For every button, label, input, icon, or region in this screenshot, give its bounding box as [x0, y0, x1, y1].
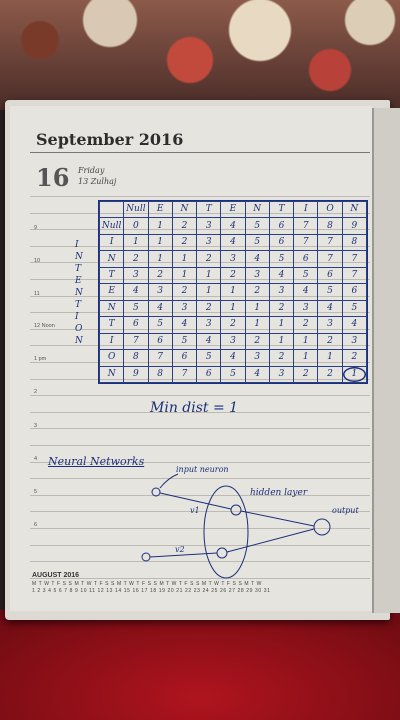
- distance-cell: 5: [172, 333, 196, 349]
- distance-cell: 3: [245, 350, 269, 366]
- row-label-cell: N: [100, 300, 124, 316]
- side-letter: N: [75, 336, 83, 346]
- distance-cell: 6: [318, 267, 342, 283]
- distance-cell: 5: [124, 300, 148, 316]
- edge-h2-out: [227, 529, 314, 552]
- distance-cell: 8: [342, 234, 366, 250]
- distance-cell: 4: [148, 300, 172, 316]
- weekday: Friday: [78, 166, 105, 175]
- row-label-cell: T: [100, 267, 124, 283]
- distance-cell: 1: [269, 317, 293, 333]
- distance-cell: 1: [318, 350, 342, 366]
- hidden-layer-ellipse: [204, 486, 248, 578]
- distance-cell: 1: [269, 333, 293, 349]
- distance-cell: 7: [342, 251, 366, 267]
- distance-cell: 2: [221, 267, 245, 283]
- hour-label: 9: [34, 225, 38, 231]
- row-label-cell: I: [100, 234, 124, 250]
- distance-cell: 2: [245, 284, 269, 300]
- distance-cell: 5: [221, 366, 245, 382]
- distance-cell: 6: [269, 234, 293, 250]
- distance-cell: 1: [148, 218, 172, 234]
- distance-cell: 1: [221, 300, 245, 316]
- distance-cell: 1: [294, 350, 318, 366]
- distance-cell: 4: [124, 284, 148, 300]
- distance-cell: 4: [221, 234, 245, 250]
- input-neuron-2: [142, 553, 150, 561]
- distance-cell: 1: [197, 267, 221, 283]
- distance-cell: 7: [148, 350, 172, 366]
- distance-cell: 5: [245, 218, 269, 234]
- distance-cell: 5: [342, 300, 366, 316]
- distance-cell: 5: [269, 251, 293, 267]
- distance-cell: 6: [269, 218, 293, 234]
- distance-cell: 1: [294, 333, 318, 349]
- distance-cell: 2: [172, 234, 196, 250]
- weight-v2: v2: [175, 545, 185, 554]
- distance-cell: 5: [318, 284, 342, 300]
- distance-cell: 6: [294, 251, 318, 267]
- distance-cell: 3: [318, 317, 342, 333]
- side-letter: E: [75, 276, 82, 286]
- hijri-date: 13 Zulhaj: [78, 177, 117, 186]
- input-neuron-label: input neuron: [176, 465, 229, 474]
- calendar-days: 1 2 3 4 5 6 7 8 9 10 11 12 13 14 15 16 17 18 19 20 21 22 23 24 25 26 27 28 29 30 31: [32, 588, 271, 594]
- side-letter: I: [75, 312, 79, 322]
- distance-cell: 1: [172, 267, 196, 283]
- side-letter: N: [75, 288, 83, 298]
- row-label-cell: E: [100, 284, 124, 300]
- hidden-layer-label: hidden layer: [250, 488, 308, 498]
- distance-cell: 2: [172, 284, 196, 300]
- side-letter: T: [75, 300, 82, 310]
- distance-cell: 2: [294, 317, 318, 333]
- distance-cell: 2: [342, 350, 366, 366]
- side-letter: O: [75, 324, 83, 334]
- hour-label: 5: [34, 489, 38, 495]
- side-letter: T: [75, 264, 82, 274]
- distance-cell: 3: [342, 333, 366, 349]
- hour-label: 10: [34, 258, 41, 264]
- table-header-cell: O: [318, 202, 342, 218]
- distance-cell: 3: [197, 317, 221, 333]
- distance-cell: 2: [221, 317, 245, 333]
- hour-label: 4: [34, 456, 38, 462]
- distance-cell: 3: [269, 366, 293, 382]
- calendar-title: AUGUST 2016: [32, 572, 80, 579]
- side-letter: N: [75, 252, 83, 262]
- distance-cell: 4: [197, 333, 221, 349]
- distance-cell: 4: [342, 317, 366, 333]
- distance-cell: 1: [197, 284, 221, 300]
- input-pointer: [160, 474, 178, 488]
- distance-cell: 1: [245, 300, 269, 316]
- distance-cell: 2: [197, 300, 221, 316]
- distance-cell: 3: [221, 333, 245, 349]
- distance-cell: 1: [221, 284, 245, 300]
- table-header-cell: N: [342, 202, 366, 218]
- table-header-cell: T: [269, 202, 293, 218]
- distance-cell: 9: [124, 366, 148, 382]
- row-label-cell: O: [100, 350, 124, 366]
- distance-cell: 3: [245, 267, 269, 283]
- row-label-cell: Null: [100, 218, 124, 234]
- distance-cell: 4: [172, 317, 196, 333]
- distance-cell: 8: [124, 350, 148, 366]
- distance-cell: 3: [124, 267, 148, 283]
- row-label-cell: N: [100, 366, 124, 382]
- hour-label: 11: [34, 291, 40, 297]
- distance-cell: 7: [124, 333, 148, 349]
- distance-cell: 6: [197, 366, 221, 382]
- distance-cell: 4: [269, 267, 293, 283]
- distance-cell: 4: [294, 284, 318, 300]
- distance-cell: 2: [269, 300, 293, 316]
- side-letter: I: [75, 240, 79, 250]
- hidden-neuron-2: [217, 548, 227, 558]
- distance-cell: 7: [342, 267, 366, 283]
- distance-cell: 8: [148, 366, 172, 382]
- distance-cell: 2: [172, 218, 196, 234]
- distance-cell: 3: [294, 300, 318, 316]
- table-header-cell: E: [148, 202, 172, 218]
- distance-cell: 9: [342, 218, 366, 234]
- distance-cell: 2: [245, 333, 269, 349]
- row-label-cell: I: [100, 333, 124, 349]
- hour-label: 12 Noon: [34, 323, 55, 329]
- distance-cell: 1: [172, 251, 196, 267]
- distance-cell: 8: [318, 218, 342, 234]
- distance-cell: 3: [148, 284, 172, 300]
- distance-cell: 2: [124, 251, 148, 267]
- distance-cell: 7: [172, 366, 196, 382]
- table-header-cell: Null: [124, 202, 148, 218]
- row-label-cell: N: [100, 251, 124, 267]
- neural-networks-title: Neural Networks: [48, 455, 145, 468]
- distance-cell: 2: [269, 350, 293, 366]
- distance-cell: 7: [294, 234, 318, 250]
- output-neuron: [314, 519, 330, 535]
- distance-cell: 1: [148, 234, 172, 250]
- distance-cell: 4: [318, 300, 342, 316]
- month-title: September 2016: [36, 130, 184, 149]
- distance-cell: 1: [148, 251, 172, 267]
- table-header-cell: I: [294, 202, 318, 218]
- distance-cell: 5: [294, 267, 318, 283]
- distance-cell: 3: [197, 218, 221, 234]
- calendar-weekdays: M T W T F S S M T W T F S S M T W T F S S M T W T F S S M T W T F S S M T W: [32, 581, 262, 587]
- input-neuron-1: [152, 488, 160, 496]
- distance-cell: 7: [294, 218, 318, 234]
- distance-cell: 3: [269, 284, 293, 300]
- distance-cell: 5: [197, 350, 221, 366]
- hidden-neuron-1: [231, 505, 241, 515]
- min-dist-note: Min dist = 1: [150, 400, 239, 416]
- distance-cell: 0: [124, 218, 148, 234]
- distance-cell: 1: [124, 234, 148, 250]
- distance-cell: 3: [172, 300, 196, 316]
- distance-cell: 4: [221, 350, 245, 366]
- table-header-cell: E: [221, 202, 245, 218]
- distance-cell: 7: [318, 251, 342, 267]
- distance-cell: 6: [148, 333, 172, 349]
- distance-cell: 1: [342, 366, 366, 382]
- hour-label: 3: [34, 423, 38, 429]
- hour-label: 6: [34, 522, 38, 528]
- distance-cell: 2: [148, 267, 172, 283]
- weight-v1: v1: [190, 506, 200, 515]
- distance-cell: 7: [318, 234, 342, 250]
- edge-h1-out: [241, 511, 314, 526]
- table-header-cell: N: [245, 202, 269, 218]
- distance-cell: 6: [124, 317, 148, 333]
- distance-cell: 1: [245, 317, 269, 333]
- distance-cell: 3: [221, 251, 245, 267]
- day-number: 16: [36, 163, 70, 192]
- distance-cell: 4: [245, 251, 269, 267]
- output-label: output: [332, 506, 359, 515]
- row-label-cell: T: [100, 317, 124, 333]
- distance-cell: 2: [318, 333, 342, 349]
- distance-cell: 6: [342, 284, 366, 300]
- distance-cell: 2: [294, 366, 318, 382]
- distance-cell: 3: [197, 234, 221, 250]
- distance-cell: 5: [245, 234, 269, 250]
- hour-label: 2: [34, 389, 38, 395]
- table-header-cell: T: [197, 202, 221, 218]
- distance-cell: 5: [148, 317, 172, 333]
- distance-cell: 6: [172, 350, 196, 366]
- distance-cell: 2: [318, 366, 342, 382]
- distance-cell: 4: [221, 218, 245, 234]
- hour-label: 1 pm: [34, 356, 47, 362]
- distance-cell: 4: [245, 366, 269, 382]
- distance-cell: 2: [197, 251, 221, 267]
- table-header-cell: N: [172, 202, 196, 218]
